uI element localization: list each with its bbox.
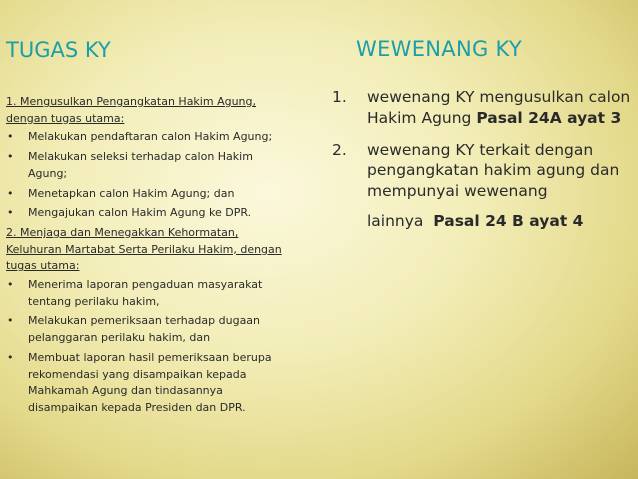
section-2-bullets bbox=[6, 277, 288, 417]
item-text: wewenang KY mengusulkan calon Hakim Agung bbox=[367, 88, 631, 127]
tugas-ky-title: TUGAS KY bbox=[6, 38, 111, 62]
item-text: wewenang KY terkait dengan pengangkatan hakim agung dan mempunyai wewenang bbox=[367, 140, 620, 201]
wewenang-item-2 bbox=[332, 140, 632, 232]
list-item: • Melakukan seleksi terhadap calon Hakim Agung; bbox=[6, 149, 288, 182]
list-item: • Mengajukan calon Hakim Agung ke DPR. bbox=[6, 205, 288, 222]
item-text-continued: lainnya bbox=[367, 211, 424, 230]
item-number: 2. bbox=[332, 140, 347, 159]
section-1-bullets bbox=[6, 129, 288, 222]
list-item: • Menerima laporan pengaduan masyarakat tentang perilaku hakim, bbox=[6, 277, 288, 310]
section-1-heading: 1. Mengusulkan Pengangkatan Hakim Agung, dengan tugas utama: bbox=[6, 95, 256, 125]
wewenang-list bbox=[332, 87, 632, 232]
list-item: • Membuat laporan hasil pemeriksaan berupa rekomendasi yang disampaikan kepada Mahkamah Agung dan tindasannya disampaikan kepada Presiden dan DPR. bbox=[6, 350, 288, 417]
list-item: • Melakukan pendaftaran calon Hakim Agung; bbox=[6, 129, 288, 146]
tugas-list bbox=[6, 94, 288, 420]
item-number: 1. bbox=[332, 88, 347, 106]
list-item: • Melakukan pemeriksaan terhadap dugaan pelanggaran perilaku hakim, dan bbox=[6, 313, 288, 346]
pasal-reference: Pasal 24 B ayat 4 bbox=[433, 211, 584, 230]
section-2-heading: 2. Menjaga dan Menegakkan Kehormatan, Keluhuran Martabat Serta Perilaku Hakim, dengan tugas utama: bbox=[6, 225, 282, 273]
list-item: • Menetapkan calon Hakim Agung; dan bbox=[6, 186, 288, 203]
wewenang-item-1 bbox=[332, 87, 632, 129]
wewenang-ky-title: WEWENANG KY bbox=[356, 37, 522, 61]
pasal-reference: Pasal 24A ayat 3 bbox=[476, 108, 622, 127]
